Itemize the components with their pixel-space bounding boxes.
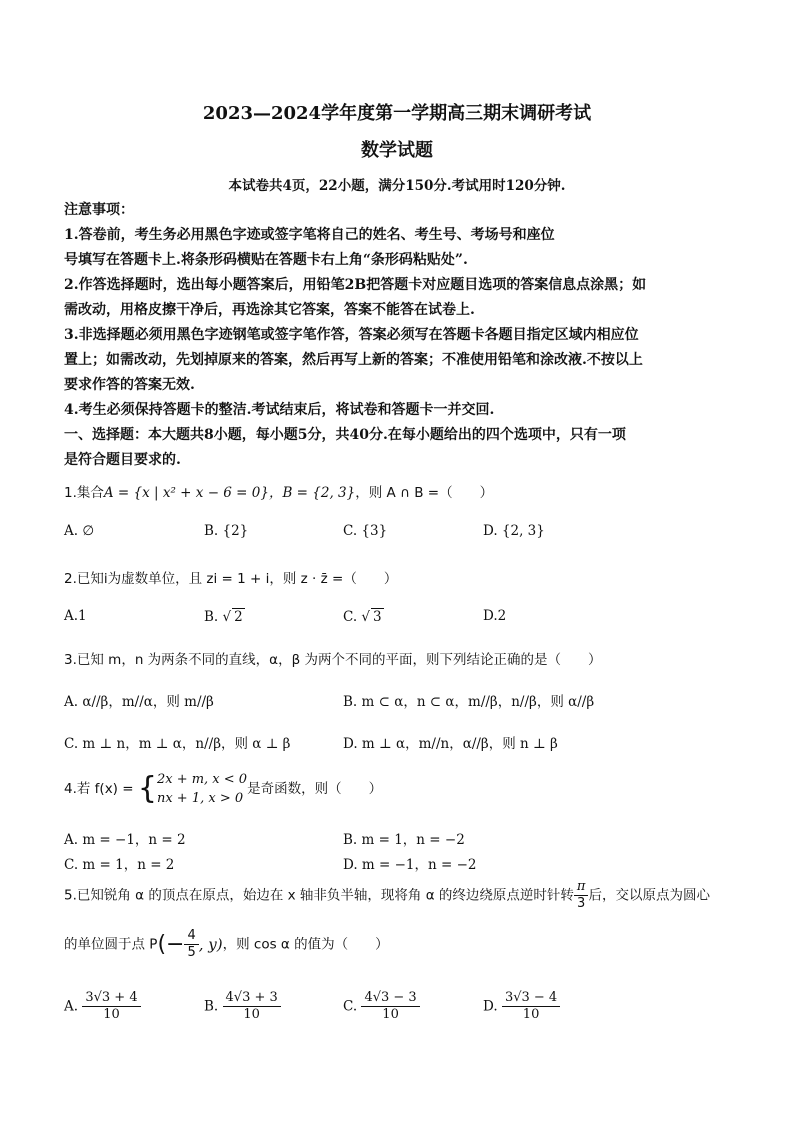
case-2: nx + 1, x > 0: [156, 791, 244, 806]
question-4: [64, 770, 382, 808]
exam-title: 2023—2024学年度第一学期高三期末调研考试: [202, 103, 592, 124]
q4-option-a: A. m = −1，n = 2: [64, 832, 186, 848]
question-5-prefix: 5.已知锐角 α 的顶点在原点，始边在 x 轴非负半轴，现将角 α 的终边绕原点逆时针转: [64, 887, 574, 904]
section-heading: 是符合题目要求的.: [64, 452, 181, 468]
q5-option-c-numerator: 4√3 − 3: [361, 990, 419, 1007]
q3-option-a: A. α//β，m//α，则 m//β: [64, 694, 214, 710]
notice-line: 号填写在答题卡上.将条形码横贴在答题卡右上角“条形码粘贴处”.: [64, 252, 468, 268]
point-x-denominator: 5: [187, 945, 196, 960]
notice-line: 1.答卷前，考生务必用黑色字迹或签字笔将自己的姓名、考生号、考场号和座位: [64, 227, 555, 243]
notice-line: 置上；如需改动，先划掉原来的答案，然后再写上新的答案；不准使用铅笔和涂改液.不按以上: [64, 352, 643, 368]
question-1-prefix: 1.集合: [64, 485, 104, 501]
q1-option-b: B. {2}: [204, 523, 249, 539]
q5-option-c-label: C.: [343, 998, 358, 1015]
notice-heading: 注意事项：: [64, 202, 134, 218]
piecewise-cases: [157, 770, 247, 808]
q5-option-d: [483, 990, 560, 1023]
question-4-tail: 是奇函数，则（ ）: [247, 781, 383, 797]
question-2: 2.已知i为虚数单位，且 zi = 1 + i，则 z · z̄ =（ ）: [64, 571, 398, 587]
q5-option-c-denominator: 10: [382, 1007, 399, 1022]
q2-option-c-label: C.: [343, 609, 358, 625]
q5-option-c: [343, 990, 420, 1023]
rotation-numerator: π: [574, 879, 589, 896]
q2-option-c-radicand: 3: [373, 609, 382, 625]
q5-option-d-denominator: 10: [522, 1007, 540, 1022]
case-1: 2x + m, x < 0: [156, 772, 248, 787]
q1-option-a: A. ∅: [64, 523, 95, 539]
q5-option-b-label: B.: [204, 998, 219, 1015]
q2-option-b-radicand: 2: [234, 609, 243, 625]
q5-option-a: [64, 990, 141, 1023]
rotation-fraction: [574, 879, 589, 912]
question-3: 3.已知 m，n 为两条不同的直线，α，β 为两个不同的平面，则下列结论正确的是（ ）: [64, 652, 602, 668]
notice-line: 需改动，用格皮擦干净后，再选涂其它答案，答案不能答在试卷上.: [64, 302, 475, 318]
question-1-tail: ，则 A ∩ B =（ ）: [355, 485, 494, 501]
q1-option-c: C. {3}: [343, 523, 388, 539]
q5-option-a-fraction: [82, 990, 140, 1023]
question-5-line2-tail: ，则 cos α 的值为（ ）: [222, 936, 389, 953]
q5-option-a-numerator: 3√3 + 4: [82, 990, 140, 1007]
section-heading: 一、选择题：本大题共8小题，每小题5分，共40分.在每小题给出的四个选项中，只有一项: [64, 427, 626, 443]
question-5-post: 后，交以原点为圆心: [588, 887, 710, 904]
q5-option-a-label: A.: [64, 998, 79, 1015]
point-coordinates-open: (−: [157, 932, 185, 957]
notice-line: 4.考生必须保持答题卡的整洁.考试结束后，将试卷和答题卡一并交回.: [64, 402, 495, 418]
question-5-line-2: [64, 928, 389, 961]
rotation-denominator: 3: [577, 896, 586, 911]
notice-line: 要求作答的答案无效.: [64, 377, 195, 393]
notice-line: 2.作答选择题时，选出每小题答案后，用铅笔2B把答题卡对应题目选项的答案信息点涂黑；如: [64, 277, 647, 293]
point-x-numerator: 4: [184, 928, 198, 945]
q4-option-b: B. m = 1，n = −2: [343, 832, 465, 848]
point-x-fraction: [184, 928, 198, 961]
notice-line: 3.非选择题必须用黑色字迹钢笔或签字笔作答，答案必须写在答题卡各题目指定区域内相应位: [64, 327, 639, 343]
q2-option-c: C. √ 3: [343, 609, 382, 625]
question-1-set-b: ，B = {2, 3}: [268, 485, 356, 501]
q5-option-b-numerator: 4√3 + 3: [223, 990, 281, 1007]
q5-option-c-fraction: [361, 990, 419, 1023]
q3-option-d: D. m ⊥ α，m//n，α//β，则 n ⊥ β: [343, 736, 558, 752]
brace-symbol: {: [137, 771, 157, 806]
q3-option-b: B. m ⊂ α，n ⊂ α，m//β，n//β，则 α//β: [343, 694, 595, 710]
question-5-line2-prefix: 的单位圆于点 P: [64, 936, 158, 953]
q2-option-b-label: B.: [204, 609, 219, 625]
question-1-set-a: A = {x | x² + x − 6 = 0}: [103, 485, 269, 501]
q1-option-d: D. {2, 3}: [483, 523, 545, 539]
q2-option-d: D.2: [483, 608, 507, 624]
subject-title: 数学试题: [361, 140, 433, 161]
point-coordinates-close: , y): [198, 935, 223, 954]
question-5-line-1: [64, 879, 710, 912]
q4-option-d: D. m = −1，n = −2: [343, 857, 477, 873]
q5-option-d-numerator: 3√3 − 4: [502, 990, 560, 1007]
q5-option-b-denominator: 10: [243, 1007, 260, 1022]
exam-info: 本试卷共4页，22小题，满分150分.考试用时120分钟.: [228, 178, 566, 194]
q5-option-a-denominator: 10: [103, 1007, 120, 1022]
question-4-prefix: 4.若 f(x) =: [64, 781, 134, 797]
q5-option-b: [204, 990, 281, 1023]
question-1: [64, 481, 493, 501]
q2-option-a: A.1: [64, 608, 87, 624]
q4-option-c: C. m = 1，n = 2: [64, 857, 175, 873]
q5-option-b-fraction: [223, 990, 281, 1023]
q2-option-b: B. √ 2: [204, 609, 243, 625]
q5-option-d-label: D.: [483, 998, 498, 1015]
q3-option-c: C. m ⊥ n，m ⊥ α，n//β，则 α ⊥ β: [64, 736, 291, 752]
q5-option-d-fraction: [502, 990, 560, 1023]
